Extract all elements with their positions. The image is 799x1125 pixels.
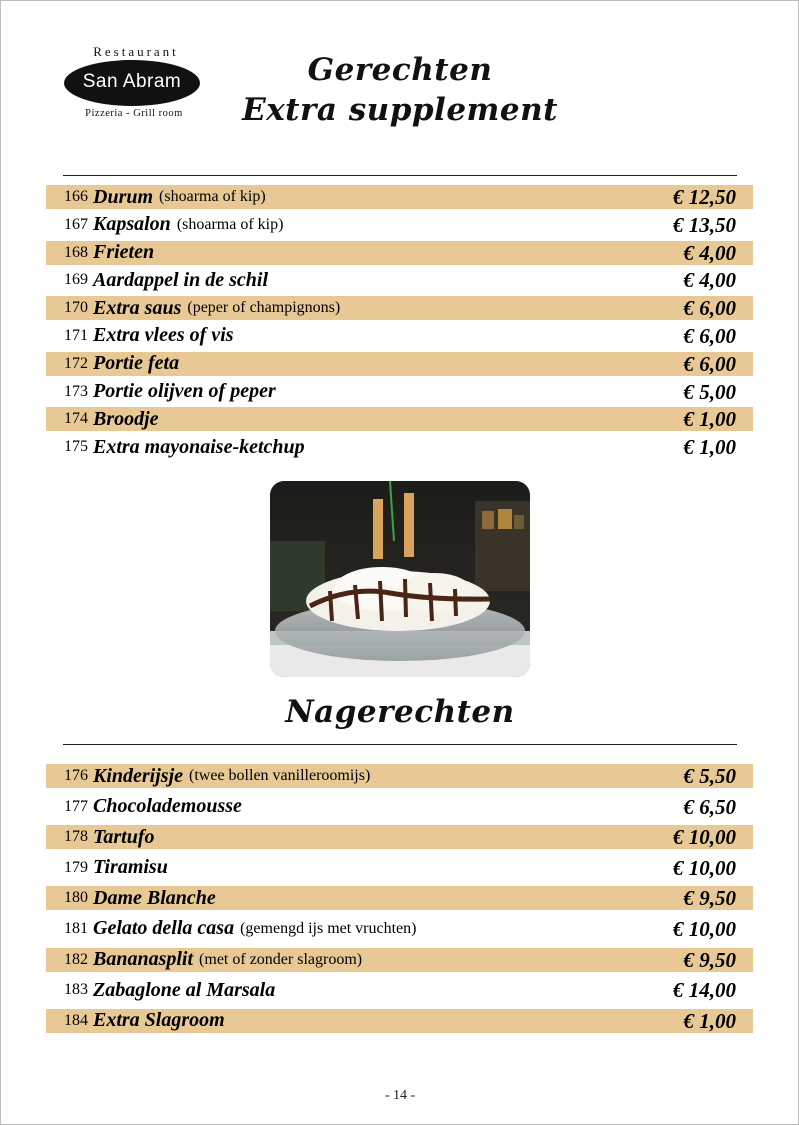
menu-row <box>46 324 753 348</box>
item-price: € 1,00 <box>683 435 736 460</box>
menu-row <box>46 407 753 431</box>
item-price: € 9,50 <box>683 886 736 911</box>
item-name: Tiramisu <box>93 856 168 879</box>
item-price: € 12,50 <box>673 185 736 209</box>
item-price: € 14,00 <box>673 978 736 1003</box>
item-name: Zabaglone al Marsala <box>93 978 276 1001</box>
item-description: (shoarma of kip) <box>176 215 284 233</box>
item-name: Extra mayonaise-ketchup <box>93 435 305 458</box>
item-name: Extra saus <box>93 296 182 319</box>
heading-gerechten: Gerechten <box>307 52 493 88</box>
menu-row <box>46 1009 753 1033</box>
heading-extra-supplement: Extra supplement <box>242 92 558 128</box>
item-name: Bananasplit <box>93 948 194 971</box>
menu-row <box>46 917 753 941</box>
item-name: Kinderijsje <box>93 764 184 787</box>
item-price: € 10,00 <box>673 916 736 941</box>
item-number: 175 <box>64 438 88 456</box>
item-number: 178 <box>64 828 88 846</box>
menu-row <box>46 764 753 788</box>
item-price: € 10,00 <box>673 825 736 850</box>
menu-row <box>46 241 753 265</box>
item-name: Gelato della casa <box>93 917 235 940</box>
divider-top <box>63 175 737 176</box>
page-number: - 14 - <box>384 1088 416 1103</box>
item-name: Tartufo <box>93 825 155 848</box>
item-description: (twee bollen vanilleroomijs) <box>189 767 371 784</box>
item-description: (met of zonder slagroom) <box>199 950 363 968</box>
banana-split-illustration <box>270 481 530 677</box>
item-number: 181 <box>64 919 88 937</box>
item-number: 184 <box>64 1011 88 1029</box>
item-number: 169 <box>64 271 88 289</box>
item-number: 180 <box>64 889 88 907</box>
menu-row <box>46 185 753 209</box>
menu-row <box>46 948 753 972</box>
item-name: Kapsalon <box>93 213 171 236</box>
item-price: € 6,00 <box>683 323 736 348</box>
logo-name: San Abram <box>82 71 182 92</box>
menu-row <box>46 886 753 910</box>
item-price: € 5,50 <box>683 764 736 788</box>
item-name: Portie feta <box>93 352 180 375</box>
heading-nagerechten: Nagerechten <box>285 694 515 730</box>
item-number: 172 <box>64 354 88 372</box>
item-number: 183 <box>64 981 88 999</box>
item-name: Frieten <box>93 241 155 264</box>
item-number: 182 <box>64 950 88 968</box>
item-number: 173 <box>64 382 88 400</box>
item-name: Dame Blanche <box>93 886 216 909</box>
item-price: € 1,00 <box>683 407 736 432</box>
item-number: 176 <box>64 767 88 784</box>
item-price: € 6,00 <box>683 296 736 321</box>
item-price: € 4,00 <box>683 268 736 293</box>
item-name: Portie olijven of peper <box>93 380 276 403</box>
item-price: € 4,00 <box>683 240 736 265</box>
item-number: 170 <box>64 299 88 317</box>
item-price: € 1,00 <box>683 1008 736 1033</box>
menu-row <box>46 268 753 292</box>
item-price: € 6,50 <box>683 794 736 819</box>
item-price: € 5,00 <box>683 379 736 404</box>
item-number: 179 <box>64 858 88 876</box>
menu-row <box>46 978 753 1002</box>
menu-row <box>46 795 753 819</box>
item-number: 174 <box>64 410 88 428</box>
item-number: 177 <box>64 797 88 815</box>
dessert-list <box>46 764 753 1039</box>
item-name: Extra Slagroom <box>93 1009 225 1032</box>
menu-row <box>46 435 753 459</box>
menu-row <box>46 856 753 880</box>
menu-row <box>46 352 753 376</box>
item-number: 168 <box>64 243 88 261</box>
menu-row <box>46 380 753 404</box>
menu-row <box>46 213 753 237</box>
item-name: Extra vlees of vis <box>93 324 234 347</box>
item-name: Aardappel in de schil <box>93 268 269 291</box>
item-price: € 6,00 <box>683 351 736 376</box>
dessert-photo <box>270 481 530 677</box>
menu-row <box>46 296 753 320</box>
item-name: Durum <box>93 185 154 208</box>
item-number: 167 <box>64 215 88 233</box>
menu-row <box>46 825 753 849</box>
item-price: € 9,50 <box>683 947 736 972</box>
item-description: (shoarma of kip) <box>159 188 266 205</box>
supplement-list <box>46 185 753 463</box>
item-description: (gemengd ijs met vruchten) <box>240 919 417 937</box>
divider-bottom <box>63 744 737 745</box>
item-name: Broodje <box>93 407 159 430</box>
item-price: € 10,00 <box>673 855 736 880</box>
logo-bottom-text: Pizzeria - Grill room <box>85 108 183 119</box>
logo-top-text: Restaurant <box>93 44 179 59</box>
item-number: 171 <box>64 326 88 344</box>
item-number: 166 <box>64 188 88 205</box>
item-description: (peper of champignons) <box>187 299 341 317</box>
item-name: Chocolademousse <box>93 795 242 818</box>
item-price: € 13,50 <box>673 212 736 237</box>
